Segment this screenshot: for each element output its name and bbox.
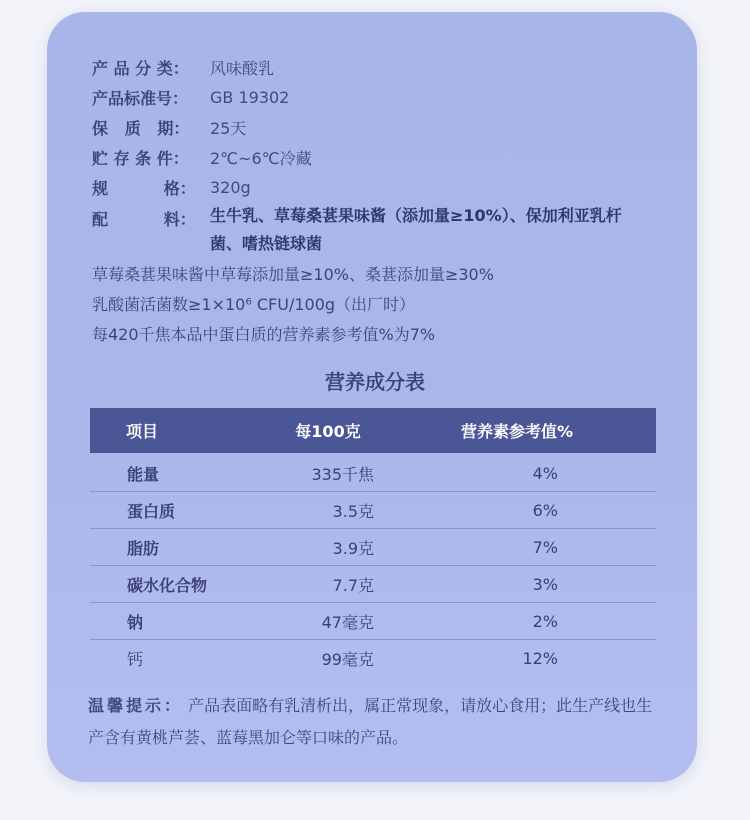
table-row: [90, 455, 656, 492]
info-row-category: [92, 52, 662, 82]
header-nrv: 营养素参考值%: [460, 422, 574, 441]
cell-item: 蛋白质: [127, 501, 176, 521]
cell-nrv: 12%: [522, 648, 558, 668]
note-line: 每420千焦本品中蛋白质的营养素参考值%为7%: [92, 324, 436, 344]
cell-item: 碳水化合物: [127, 575, 208, 595]
table-header: [90, 408, 656, 453]
cell-nrv: 7%: [532, 537, 558, 557]
table-row: [90, 492, 656, 529]
cell-per100: 3.5克: [332, 501, 374, 521]
cell-nrv: 6%: [532, 500, 558, 520]
info-label: 贮 存 条 件：: [92, 148, 189, 168]
info-row-standard: [92, 82, 662, 112]
nutrition-table: [90, 408, 656, 453]
cell-per100: 7.7克: [332, 575, 374, 595]
cell-item: 能量: [127, 464, 160, 484]
cell-nrv: 4%: [532, 463, 558, 483]
table-row: [90, 566, 656, 603]
nutrition-title: 营养成分表: [325, 370, 425, 394]
cell-per100: 335千焦: [311, 464, 374, 484]
info-label: 规 格：: [92, 178, 196, 198]
info-value: GB 19302: [210, 87, 290, 107]
nutrition-rows: [90, 455, 656, 676]
header-item: 项目: [126, 422, 159, 441]
info-value: 2℃~6℃冷藏: [210, 148, 312, 168]
cell-per100: 3.9克: [332, 538, 374, 558]
table-row: [90, 529, 656, 566]
cell-per100: 99毫克: [321, 649, 374, 669]
info-value: 生牛乳、草莓桑葚果味酱（添加量≥10%）、保加利亚乳杆菌、嗜热链球菌: [210, 206, 622, 253]
info-row-storage: [92, 142, 662, 172]
note-line: 草莓桑葚果味酱中草莓添加量≥10%、桑葚添加量≥30%: [92, 264, 494, 284]
tip-text: 产品表面略有乳清析出，属正常现象，请放心食用；此生产线也生产含有黄桃芦荟、蓝莓黑加仑等口味的产品。: [88, 696, 653, 747]
info-row-shelf-life: [92, 112, 662, 142]
tip-label: 温馨提示：: [88, 696, 184, 715]
cell-per100: 47毫克: [321, 612, 374, 632]
info-label: 配 料：: [92, 210, 196, 229]
cell-nrv: 3%: [532, 574, 558, 594]
info-label: 产 品 分 类：: [92, 58, 189, 78]
cell-item: 钠: [127, 612, 144, 632]
header-per100: 每100克: [295, 422, 361, 441]
footer-tip: [88, 690, 668, 754]
cell-item: 钙: [127, 649, 144, 669]
info-value: 25天: [210, 118, 247, 138]
info-label: 产品标准号：: [92, 88, 189, 108]
info-label: 保 质 期：: [92, 118, 190, 138]
table-row: [90, 640, 656, 676]
info-row-spec: [92, 172, 662, 202]
table-row: [90, 603, 656, 640]
cell-nrv: 2%: [532, 611, 558, 631]
product-info: [92, 52, 662, 348]
info-value: 320g: [210, 177, 251, 197]
cell-item: 脂肪: [127, 538, 160, 558]
info-value: 风味酸乳: [210, 58, 275, 78]
note-line: 乳酸菌活菌数≥1×10⁶ CFU/100g（出厂时）: [92, 294, 416, 314]
info-row-ingredients: [92, 202, 662, 258]
